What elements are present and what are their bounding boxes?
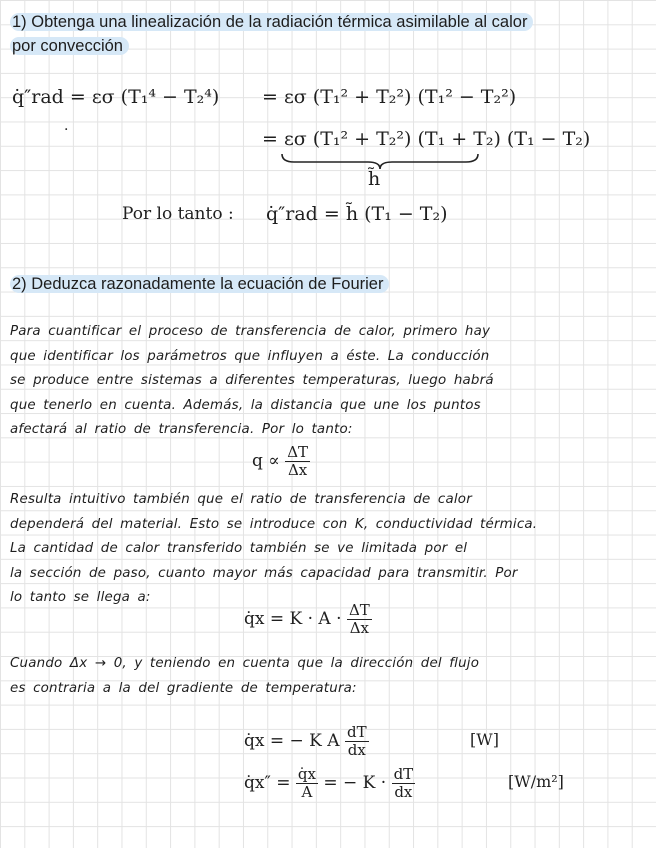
h-tilde-label: h̃ (368, 168, 381, 190)
paragraph-2-line: lo tanto se llega a: (10, 590, 151, 605)
fraction-denominator: Δx (287, 461, 308, 479)
section1-heading-line2: por convección (10, 37, 129, 55)
paragraph-2-line: la sección de paso, cuanto mayor más capacidad para transmitir. Por (10, 565, 518, 581)
fraction-denominator: A (301, 783, 313, 801)
fraction-numerator: dT (393, 765, 414, 783)
radiation-eq-right: = εσ (T₁² + T₂²) (T₁² − T₂²) (262, 86, 517, 108)
heat-flux-eq (244, 766, 415, 801)
conclusion-label: Por lo tanto : (122, 204, 234, 224)
heat-rate-lhs: q̇x = K · A · (244, 609, 342, 629)
fourier-law-eq (244, 724, 369, 759)
paragraph-1-line: que identificar los parámetros que influyen a éste. La conducción (10, 348, 490, 364)
fraction-numerator: ΔT (348, 601, 370, 619)
paragraph-1-line: Para cuantificar el proceso de transferencia de calor, primero hay (10, 324, 491, 339)
fraction-denominator: Δx (349, 619, 369, 637)
paragraph-1-line: se produce entre sistemas a diferentes temperaturas, luego habrá (10, 373, 494, 388)
fourier-law-lhs: q̇x = − K A (244, 731, 340, 751)
section1-heading-line1: 1) Obtenga una linealización de la radiación térmica asimilable al calor (10, 13, 533, 31)
fraction-numerator: dT (346, 723, 367, 741)
unit-watts: [W] (470, 730, 499, 749)
paragraph-2 (10, 488, 640, 611)
underbrace-path (282, 154, 478, 169)
heat-flux-fraction-2 (392, 766, 416, 801)
fraction-denominator: dx (394, 783, 413, 801)
paragraph-3 (10, 652, 640, 701)
paragraph-2-line: Resulta intuitivo también que el ratio de transferencia de calor (10, 492, 472, 507)
section1-heading (10, 10, 533, 58)
fourier-law-fraction (345, 724, 369, 759)
fraction-denominator: dx (347, 741, 366, 759)
paragraph-2-line: La cantidad de calor transferido también se ve limitada por el (10, 541, 468, 556)
proportionality-fraction (285, 444, 310, 479)
heat-flux-fraction-1 (296, 766, 318, 801)
paragraph-1-line: que tenerlo en cuenta. Además, la distancia que une los puntos (10, 397, 481, 413)
proportionality-lhs: q ∝ (252, 451, 280, 471)
paragraph-2-line: dependerá del material. Esto se introduce con K, conductividad térmica. (10, 516, 538, 532)
heat-rate-eq (244, 602, 372, 637)
heat-flux-lhs: q̇x″ = (244, 773, 291, 793)
paragraph-1 (10, 320, 640, 443)
heat-flux-mid: = − K · (323, 773, 387, 793)
radiation-eq-factored: = εσ (T₁² + T₂²) (T₁ + T₂) (T₁ − T₂) (262, 128, 591, 150)
stray-dot: · (64, 122, 69, 138)
heat-rate-fraction (347, 602, 372, 637)
fraction-numerator: q̇x (297, 765, 316, 783)
section2-heading: 2) Deduzca razonadamente la ecuación de Fourier (10, 272, 389, 296)
fraction-numerator: ΔT (287, 443, 309, 461)
conclusion-equation: q̇″rad = h̃ (T₁ − T₂) (266, 203, 448, 225)
paragraph-3-line: Cuando Δx → 0, y teniendo en cuenta que la dirección del flujo (10, 656, 480, 671)
paragraph-1-line: afectará al ratio de transferencia. Por lo tanto: (10, 422, 353, 437)
radiation-eq-left: q̇″rad = εσ (T₁⁴ − T₂⁴) (12, 86, 220, 108)
unit-watts-per-m2: [W/m²] (508, 772, 564, 791)
paragraph-3-line: es contraria a la del gradiente de temperatura: (10, 680, 357, 696)
proportionality-eq (252, 444, 310, 479)
